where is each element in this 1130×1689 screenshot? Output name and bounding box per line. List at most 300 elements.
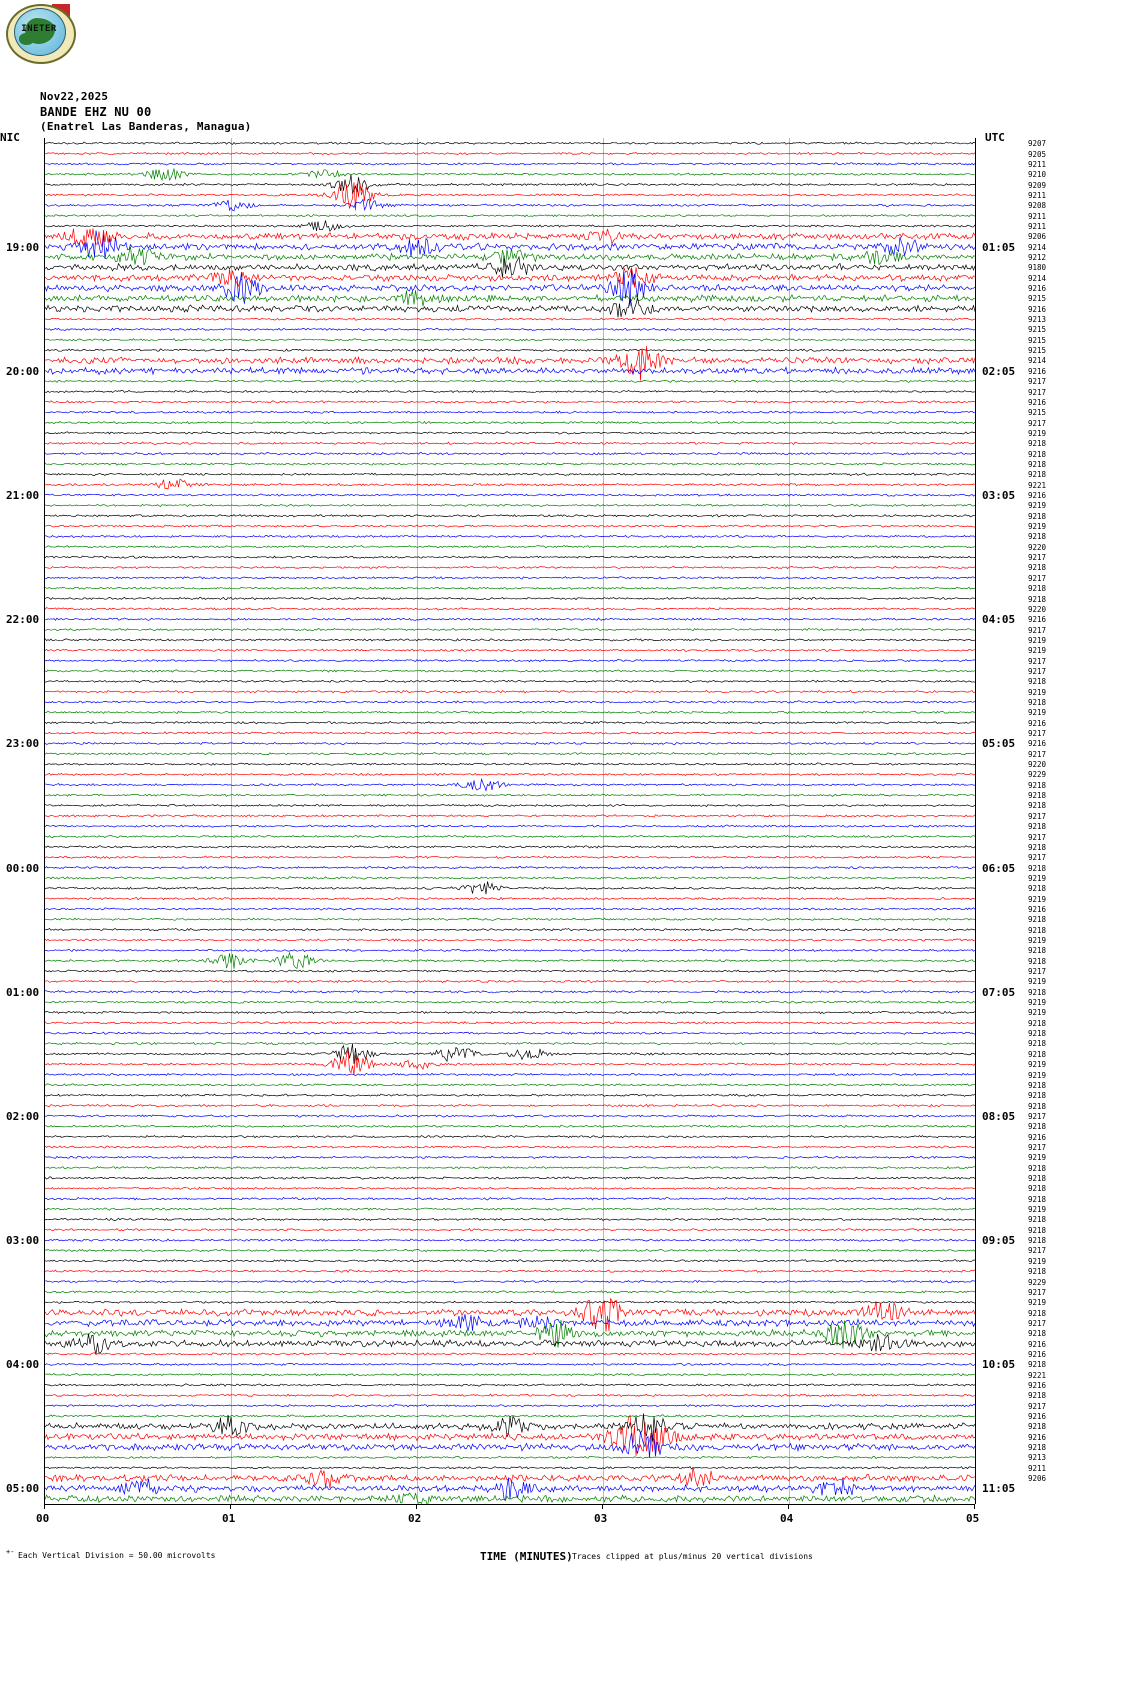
logo-text: INETER <box>21 24 57 34</box>
row-sample-count: 9207 <box>1028 139 1047 149</box>
row-sample-count: 9221 <box>1028 1370 1047 1380</box>
left-hour-label: 03:00 <box>6 1234 40 1248</box>
trace-line <box>45 1229 975 1232</box>
row-sample-count: 9214 <box>1028 242 1047 252</box>
trace-line <box>45 199 975 211</box>
x-axis-tick <box>974 1504 975 1509</box>
trace-line <box>45 298 975 317</box>
row-sample-count: 9218 <box>1028 697 1047 707</box>
trace-line <box>45 1363 975 1365</box>
left-hour-label: 19:00 <box>6 240 40 254</box>
trace-line <box>45 835 975 837</box>
row-sample-count: 9211 <box>1028 211 1047 221</box>
row-sample-count: 9218 <box>1028 822 1047 832</box>
row-sample-count: 9218 <box>1028 1194 1047 1204</box>
trace-line <box>45 367 975 374</box>
clipping-note: Traces clipped at plus/minus 20 vertical divisions <box>572 1552 813 1561</box>
row-sample-count: 9216 <box>1028 615 1047 625</box>
row-sample-count: 9206 <box>1028 1474 1047 1484</box>
trace-line <box>45 949 975 952</box>
row-sample-count: 9218 <box>1028 594 1047 604</box>
row-sample-count: 9219 <box>1028 687 1047 697</box>
row-sample-count: 9218 <box>1028 677 1047 687</box>
trace-line <box>45 1104 975 1107</box>
row-sample-count: 9216 <box>1028 366 1047 376</box>
trace-line <box>45 779 975 790</box>
row-sample-count: 9218 <box>1028 1360 1047 1370</box>
row-sample-count: 9218 <box>1028 1308 1047 1318</box>
trace-line <box>45 504 975 506</box>
scale-marker-icon: +- <box>6 1548 15 1556</box>
left-timezone-label: NIC <box>0 131 20 144</box>
trace-line <box>45 597 975 599</box>
trace-line <box>45 152 975 154</box>
trace-line <box>45 566 975 568</box>
trace-line <box>45 1353 975 1355</box>
row-sample-count: 9216 <box>1028 304 1047 314</box>
trace-line <box>45 1032 975 1034</box>
left-hour-label: 04:00 <box>6 1358 40 1372</box>
row-sample-count: 9218 <box>1028 563 1047 573</box>
trace-line <box>45 1384 975 1386</box>
row-sample-count: 9219 <box>1028 1205 1047 1215</box>
row-sample-count: 9215 <box>1028 325 1047 335</box>
scale-note: Each Vertical Division = 50.00 microvolts <box>18 1551 216 1560</box>
ineter-logo <box>6 4 74 64</box>
row-sample-count: 9219 <box>1028 1008 1047 1018</box>
row-sample-count: 9217 <box>1028 1111 1047 1121</box>
row-sample-count: 9218 <box>1028 511 1047 521</box>
row-sample-count: 9219 <box>1028 894 1047 904</box>
trace-line <box>45 882 975 895</box>
trace-line <box>45 773 975 775</box>
right-hour-label: 06:05 <box>982 861 1016 875</box>
row-sample-count: 9219 <box>1028 998 1047 1008</box>
trace-line <box>45 421 975 423</box>
row-sample-count: 9211 <box>1028 159 1047 169</box>
trace-line <box>45 577 975 579</box>
trace-line <box>45 1136 975 1138</box>
trace-line <box>45 1084 975 1086</box>
row-sample-count: 9217 <box>1028 418 1047 428</box>
trace-line <box>45 556 975 558</box>
right-hour-label: 05:05 <box>982 737 1016 751</box>
trace-line <box>45 494 975 496</box>
row-sample-count: 9218 <box>1028 987 1047 997</box>
channel-label: BANDE EHZ NU 00 <box>40 105 152 119</box>
trace-line <box>45 1022 975 1024</box>
row-sample-count: 9211 <box>1028 190 1047 200</box>
trace-line <box>45 639 975 642</box>
row-sample-count: 9216 <box>1028 739 1047 749</box>
row-sample-count: 9216 <box>1028 1412 1047 1422</box>
trace-line <box>45 175 975 194</box>
trace-line <box>45 214 975 216</box>
trace-line <box>45 953 975 969</box>
trace-line <box>45 608 975 610</box>
x-axis-title: TIME (MINUTES) <box>480 1550 573 1563</box>
trace-line <box>45 701 975 703</box>
row-sample-count: 9180 <box>1028 263 1047 273</box>
row-sample-count: 9217 <box>1028 749 1047 759</box>
left-hour-label: 05:00 <box>6 1482 40 1496</box>
right-hour-label: 01:05 <box>982 240 1016 254</box>
trace-line <box>45 290 975 306</box>
trace-line <box>45 711 975 713</box>
row-sample-count: 9214 <box>1028 273 1047 283</box>
row-sample-count: 9218 <box>1028 1091 1047 1101</box>
row-sample-count: 9211 <box>1028 1463 1047 1473</box>
trace-line <box>45 1249 975 1252</box>
trace-line <box>45 1270 975 1273</box>
trace-line <box>45 991 975 994</box>
trace-line <box>45 908 975 910</box>
row-sample-count: 9218 <box>1028 1039 1047 1049</box>
trace-line <box>45 473 975 476</box>
trace-line <box>45 628 975 631</box>
row-sample-count: 9218 <box>1028 1422 1047 1432</box>
row-sample-count: 9217 <box>1028 729 1047 739</box>
right-timezone-label: UTC <box>985 131 1005 144</box>
row-sample-count: 9216 <box>1028 1339 1047 1349</box>
row-sample-count: 9216 <box>1028 1380 1047 1390</box>
row-sample-count: 9218 <box>1028 1236 1047 1246</box>
trace-line <box>45 1125 975 1127</box>
trace-line <box>45 804 975 806</box>
trace-line <box>45 1467 975 1469</box>
x-axis-tick <box>230 1504 231 1509</box>
row-sample-count: 9219 <box>1028 1153 1047 1163</box>
row-sample-count: 9218 <box>1028 842 1047 852</box>
row-sample-count: 9218 <box>1028 470 1047 480</box>
row-sample-count: 9218 <box>1028 1174 1047 1184</box>
row-sample-count: 9208 <box>1028 201 1047 211</box>
right-hour-label: 10:05 <box>982 1358 1016 1372</box>
trace-line <box>45 525 975 527</box>
row-sample-count: 9218 <box>1028 884 1047 894</box>
row-sample-count: 9217 <box>1028 1318 1047 1328</box>
row-sample-count: 9219 <box>1028 1256 1047 1266</box>
trace-canvas <box>45 138 975 1504</box>
row-sample-count: 9219 <box>1028 873 1047 883</box>
row-sample-count: 9213 <box>1028 315 1047 325</box>
trace-line <box>45 221 975 232</box>
trace-line <box>45 1073 975 1075</box>
trace-line <box>45 346 975 381</box>
x-axis-tick-label: 04 <box>780 1512 794 1525</box>
trace-line <box>45 815 975 817</box>
row-sample-count: 9217 <box>1028 967 1047 977</box>
row-sample-count: 9218 <box>1028 449 1047 459</box>
x-axis-tick <box>44 1504 45 1509</box>
row-sample-count: 9218 <box>1028 1029 1047 1039</box>
left-hour-label: 00:00 <box>6 861 40 875</box>
row-sample-count: 9217 <box>1028 377 1047 387</box>
row-sample-count: 9218 <box>1028 925 1047 935</box>
trace-line <box>45 763 975 765</box>
row-sample-count: 9217 <box>1028 573 1047 583</box>
row-sample-count: 9219 <box>1028 522 1047 532</box>
row-sample-count: 9219 <box>1028 1298 1047 1308</box>
trace-line <box>45 1198 975 1201</box>
trace-line <box>45 659 975 661</box>
trace-line <box>45 169 975 180</box>
left-hour-label: 23:00 <box>6 737 40 751</box>
row-sample-count: 9206 <box>1028 232 1047 242</box>
trace-line <box>45 401 975 403</box>
trace-line <box>45 1011 975 1014</box>
left-hour-label: 01:00 <box>6 985 40 999</box>
trace-line <box>45 877 975 879</box>
row-sample-count: 9218 <box>1028 1267 1047 1277</box>
trace-line <box>45 1478 975 1501</box>
row-sample-count: 9217 <box>1028 666 1047 676</box>
row-sample-count: 9218 <box>1028 780 1047 790</box>
row-sample-count: 9218 <box>1028 863 1047 873</box>
row-sample-count: 9216 <box>1028 397 1047 407</box>
trace-line <box>45 1405 975 1407</box>
x-axis-tick-label: 02 <box>408 1512 422 1525</box>
trace-line <box>45 649 975 651</box>
row-sample-count: 9213 <box>1028 1453 1047 1463</box>
row-sample-count: 9220 <box>1028 604 1047 614</box>
x-axis-tick <box>602 1504 603 1509</box>
row-sample-count: 9218 <box>1028 532 1047 542</box>
row-sample-count: 9216 <box>1028 718 1047 728</box>
row-sample-count: 9218 <box>1028 946 1047 956</box>
right-hour-label: 02:05 <box>982 364 1016 378</box>
row-sample-count: 9221 <box>1028 480 1047 490</box>
row-sample-count: 9211 <box>1028 221 1047 231</box>
trace-line <box>45 349 975 351</box>
row-sample-count: 9212 <box>1028 253 1047 262</box>
trace-line <box>45 732 975 734</box>
trace-line <box>45 1416 975 1456</box>
row-sample-count: 9217 <box>1028 625 1047 635</box>
right-hour-label: 09:05 <box>982 1234 1016 1248</box>
row-sample-count: 9217 <box>1028 1246 1047 1256</box>
row-sample-count: 9217 <box>1028 853 1047 863</box>
record-date: Nov22,2025 <box>40 90 109 103</box>
right-hour-label: 04:05 <box>982 613 1016 627</box>
trace-line <box>45 1394 975 1396</box>
row-sample-count: 9216 <box>1028 491 1047 501</box>
trace-line <box>45 1001 975 1004</box>
row-sample-count: 9219 <box>1028 635 1047 645</box>
row-sample-count: 9218 <box>1028 1184 1047 1194</box>
trace-line <box>45 680 975 682</box>
left-hour-label: 22:00 <box>6 613 40 627</box>
row-sample-count: 9216 <box>1028 284 1047 294</box>
row-sample-count: 9219 <box>1028 428 1047 438</box>
trace-line <box>45 1291 975 1293</box>
row-sample-count: 9217 <box>1028 1287 1047 1297</box>
trace-line <box>45 1334 975 1354</box>
trace-line <box>45 1456 975 1458</box>
x-axis-tick-label: 01 <box>222 1512 236 1525</box>
trace-line <box>45 442 975 445</box>
row-sample-count: 9218 <box>1028 1080 1047 1090</box>
trace-line <box>45 794 975 797</box>
row-sample-count: 9218 <box>1028 459 1047 469</box>
trace-line <box>45 898 975 900</box>
trace-line <box>45 618 975 620</box>
row-sample-count: 9220 <box>1028 542 1047 552</box>
trace-line <box>45 1208 975 1210</box>
trace-line <box>45 1432 975 1459</box>
trace-line <box>45 432 975 434</box>
row-sample-count: 9219 <box>1028 977 1047 987</box>
row-sample-count: 9219 <box>1028 708 1047 718</box>
trace-line <box>45 1094 975 1096</box>
left-hour-label: 02:00 <box>6 1109 40 1123</box>
row-sample-count: 9216 <box>1028 1349 1047 1359</box>
trace-line <box>45 753 975 756</box>
x-axis-tick-label: 00 <box>36 1512 50 1525</box>
trace-line <box>45 1239 975 1241</box>
trace-line <box>45 1177 975 1179</box>
trace-line <box>45 1301 975 1303</box>
trace-line <box>45 1280 975 1282</box>
station-site-label: (Enatrel Las Banderas, Managua) <box>40 120 252 133</box>
row-sample-count: 9218 <box>1028 584 1047 594</box>
trace-line <box>45 918 975 920</box>
trace-line <box>45 670 975 673</box>
trace-line <box>45 390 975 392</box>
row-sample-count: 9209 <box>1028 180 1047 190</box>
row-sample-count: 9216 <box>1028 1132 1047 1142</box>
trace-line <box>45 1166 975 1169</box>
trace-line <box>45 939 975 941</box>
row-sample-count: 9217 <box>1028 832 1047 842</box>
trace-line <box>45 546 975 548</box>
trace-line <box>45 318 975 320</box>
row-sample-count: 9217 <box>1028 656 1047 666</box>
row-sample-count: 9218 <box>1028 956 1047 966</box>
trace-line <box>45 1299 975 1332</box>
right-hour-label: 08:05 <box>982 1109 1016 1123</box>
trace-line <box>45 1115 975 1118</box>
row-sample-count: 9220 <box>1028 760 1047 770</box>
row-sample-count: 9218 <box>1028 791 1047 801</box>
trace-line <box>45 380 975 382</box>
row-sample-count: 9219 <box>1028 1070 1047 1080</box>
trace-line <box>45 535 975 537</box>
row-sample-count: 9215 <box>1028 294 1047 304</box>
row-sample-count: 9229 <box>1028 770 1047 780</box>
row-sample-count: 9218 <box>1028 1163 1047 1173</box>
row-sample-count: 9217 <box>1028 1401 1047 1411</box>
trace-line <box>45 1467 975 1488</box>
trace-line <box>45 269 975 306</box>
trace-line <box>45 742 975 744</box>
row-sample-count: 9218 <box>1028 915 1047 925</box>
trace-line <box>45 1042 975 1044</box>
row-sample-count: 9218 <box>1028 1329 1047 1339</box>
row-sample-count: 9218 <box>1028 801 1047 811</box>
left-hour-label: 21:00 <box>6 489 40 503</box>
trace-line <box>45 339 975 341</box>
trace-line <box>45 866 975 868</box>
row-sample-count: 9205 <box>1028 149 1047 159</box>
trace-line <box>45 1187 975 1189</box>
row-sample-count: 9219 <box>1028 936 1047 945</box>
row-sample-count: 9218 <box>1028 1018 1047 1028</box>
trace-line <box>45 825 975 827</box>
x-axis-tick-label: 03 <box>594 1512 608 1525</box>
row-sample-count: 9210 <box>1028 170 1047 180</box>
trace-line <box>45 970 975 972</box>
row-sample-count: 9215 <box>1028 346 1047 356</box>
trace-line <box>45 463 975 465</box>
right-hour-label: 11:05 <box>982 1482 1016 1496</box>
trace-line <box>45 411 975 413</box>
row-sample-count: 9218 <box>1028 1101 1047 1111</box>
x-axis-tick <box>788 1504 789 1509</box>
trace-line <box>45 163 975 165</box>
trace-line <box>45 515 975 517</box>
trace-line <box>45 1156 975 1158</box>
row-sample-count: 9218 <box>1028 1215 1047 1225</box>
row-sample-count: 9217 <box>1028 553 1047 563</box>
row-sample-count: 9217 <box>1028 811 1047 821</box>
row-sample-count: 9217 <box>1028 1142 1047 1152</box>
trace-line <box>45 587 975 589</box>
trace-line <box>45 256 975 278</box>
trace-line <box>45 722 975 724</box>
trace-line <box>45 690 975 692</box>
x-axis-tick <box>416 1504 417 1509</box>
trace-line <box>45 846 975 848</box>
row-sample-count: 9218 <box>1028 1391 1047 1401</box>
seismogram-plot <box>44 138 976 1504</box>
trace-line <box>45 479 975 489</box>
trace-line <box>45 1374 975 1376</box>
row-sample-count: 9214 <box>1028 356 1047 366</box>
trace-line <box>45 267 975 287</box>
trace-line <box>45 856 975 858</box>
trace-line <box>45 1146 975 1148</box>
trace-line <box>45 1044 975 1064</box>
row-sample-count: 9218 <box>1028 1049 1047 1059</box>
row-sample-count: 9229 <box>1028 1277 1047 1287</box>
row-sample-count: 9218 <box>1028 439 1047 449</box>
trace-line <box>45 228 975 247</box>
trace-line <box>45 328 975 330</box>
row-sample-count: 9219 <box>1028 501 1047 511</box>
trace-line <box>45 980 975 982</box>
row-sample-count: 9218 <box>1028 1225 1047 1235</box>
row-sample-count: 9217 <box>1028 387 1047 397</box>
x-axis-line <box>44 1504 974 1505</box>
trace-line <box>45 1260 975 1262</box>
trace-line <box>45 928 975 931</box>
row-sample-count: 9219 <box>1028 646 1047 656</box>
left-hour-label: 20:00 <box>6 364 40 378</box>
row-sample-count: 9215 <box>1028 335 1047 345</box>
row-sample-count: 9219 <box>1028 1060 1047 1070</box>
row-sample-count: 9216 <box>1028 904 1047 914</box>
x-axis-tick-label: 05 <box>966 1512 980 1525</box>
trace-line <box>45 142 975 144</box>
right-hour-label: 03:05 <box>982 489 1016 503</box>
row-sample-count: 9216 <box>1028 1432 1047 1442</box>
row-sample-count: 9215 <box>1028 408 1047 418</box>
trace-line <box>45 1218 975 1220</box>
row-sample-count: 9218 <box>1028 1443 1047 1453</box>
trace-line <box>45 452 975 455</box>
right-hour-label: 07:05 <box>982 985 1016 999</box>
